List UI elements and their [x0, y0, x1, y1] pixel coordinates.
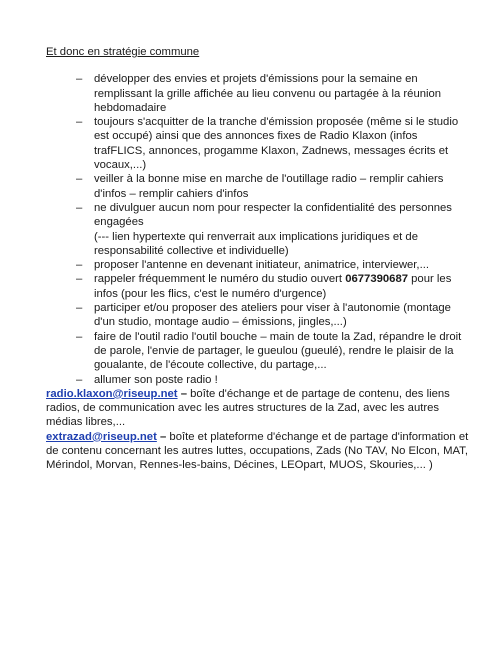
studio-phone-number: 0677390687: [345, 273, 409, 286]
list-item: [46, 258, 471, 272]
list-item: [46, 201, 471, 258]
radio-klaxon-paragraph: [46, 387, 471, 430]
list-item: [46, 373, 471, 387]
dash-bullet: –: [76, 273, 83, 286]
dash-bullet: –: [76, 201, 83, 214]
list-item: [46, 115, 471, 172]
list-item-text: proposer l'antenne en devenant initiateur, animatrice, interviewer,...: [94, 259, 429, 272]
dash-bullet: –: [76, 373, 83, 386]
list-item: [46, 301, 471, 330]
dash-bullet: –: [76, 259, 83, 272]
list-item: [46, 330, 471, 373]
separator-dash: –: [156, 430, 170, 443]
dash-bullet: –: [76, 302, 83, 315]
dash-bullet: –: [76, 73, 83, 86]
list-item-text: allumer son poste radio !: [94, 373, 218, 386]
list-item-text: toujours s'acquitter de la tranche d'émission proposée (même si le studio est occupé) ainsi que des annonces fixes de Radio Klaxon (infos trafFLICS, annonces, progamme Klaxon, Zadnews, messages écrits et vocaux,...): [94, 116, 459, 172]
list-item: [46, 272, 471, 301]
paragraph-text: boîte d'échange et de partage de contenu, des liens radios, de communication avec les autres structures de la Zad, avec les autres médias libres,...: [46, 387, 450, 429]
extrazad-email-link[interactable]: extrazad@riseup.net: [46, 430, 157, 443]
list-item-text: développer des envies et projets d'émissions pour la semaine en remplissant la grille affichée au lieu convenu ou partagée à la réunion hebdomadaire: [94, 73, 442, 114]
dash-bullet: –: [76, 330, 83, 343]
separator-dash: –: [177, 387, 191, 400]
document-page: [46, 45, 471, 473]
section-heading: Et donc en stratégie commune: [46, 46, 200, 58]
list-item: [46, 172, 471, 201]
list-item: [46, 72, 471, 115]
paragraph-text: boîte et plateforme d'échange et de partage d'information et de contenu concernant les autres luttes, occupations, Zads (No TAV, No Elcon, MAT, Mérindol, Morvan, Rennes-les-bains, Décines, LEOpart, MUOS, Skouries,... ): [46, 430, 469, 472]
dash-bullet: –: [76, 116, 83, 129]
strategy-list: [46, 72, 471, 387]
radio-klaxon-email-link[interactable]: radio.klaxon@riseup.net: [46, 387, 178, 400]
list-item-subnote: (--- lien hypertexte qui renverrait aux implications juridiques et de responsabilité collective et individuelle): [94, 230, 418, 257]
list-item-text: pour les infos (pour les flics, c'est le numéro d'urgence): [94, 273, 452, 300]
list-item-text: participer et/ou proposer des ateliers pour viser à l'autonomie (montage d'un studio, montage audio – émissions, jingles,...): [94, 302, 451, 329]
list-item-text: ne divulguer aucun nom pour respecter la confidentialité des personnes engagées: [94, 201, 452, 229]
list-item-text: faire de l'outil radio l'outil bouche – main de toute la Zad, répandre le droit de parole, l'envie de partager, le gueulou (gueulé), rendre le plaisir de la goualante, de l'écoute collective, du partage,...: [94, 330, 462, 372]
dash-bullet: –: [76, 173, 83, 186]
list-item-text: rappeler fréquemment le numéro du studio ouvert: [94, 273, 346, 286]
list-item-text: veiller à la bonne mise en marche de l'outillage radio – remplir cahiers d'infos – remplir cahiers d'infos: [94, 173, 444, 200]
extrazad-paragraph: [46, 430, 471, 473]
